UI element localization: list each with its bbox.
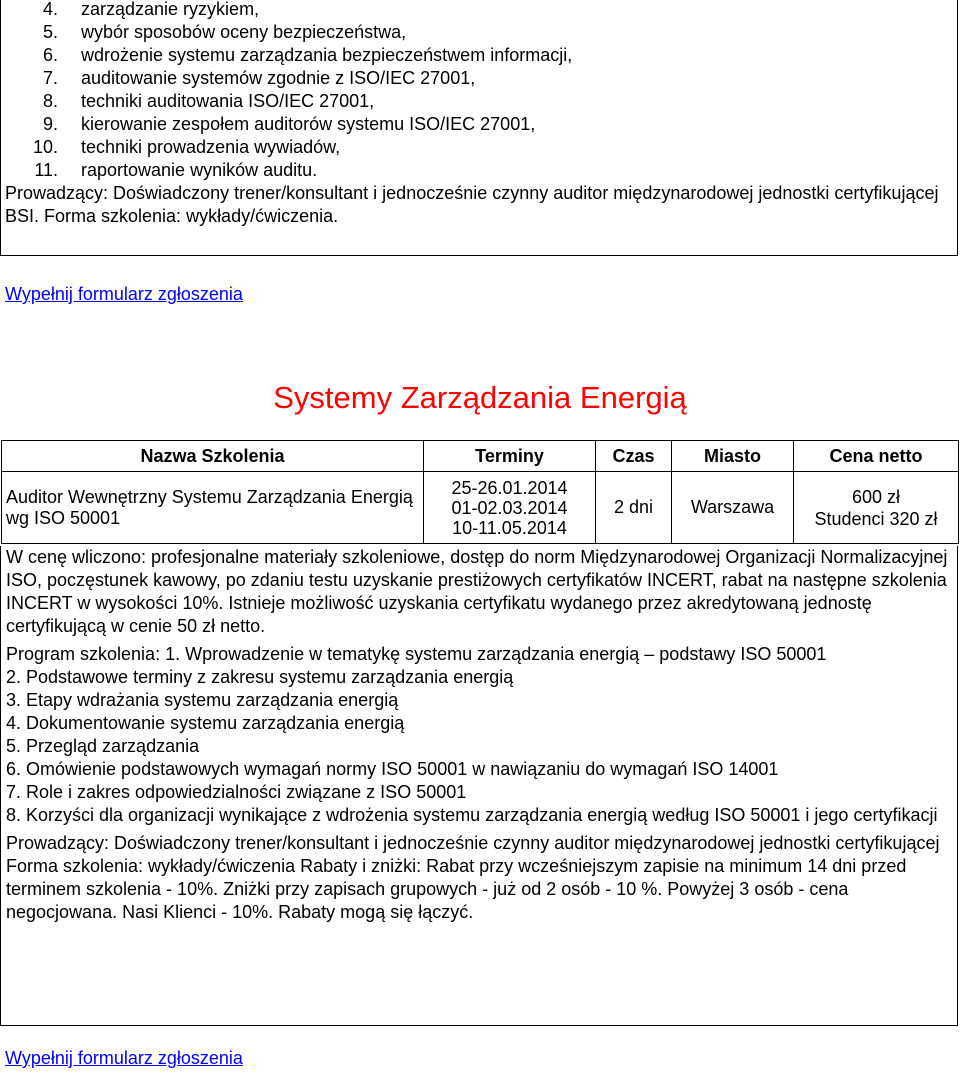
header-price: Cena netto [794,441,959,472]
program-line: 4. Dokumentowanie systemu zarządzania energią [6,713,405,733]
registration-form-link[interactable]: Wypełnij formularz zgłoszenia [5,284,243,304]
list-item: 6. wdrożenie systemu zarządzania bezpieczeństwem informacji, [42,45,573,65]
price-includes: W cenę wliczono: profesjonalne materiały szkoleniowe, dostęp do norm Międzynarodowej Organizacji Normalizacyjnej ISO, poczęstunek kawowy, po zdaniu testu uzyskanie prestiżowych certyfikatów INCERT, rabat na następne szkolenia INCERT w wysokości 10%. Istnieje możliwość uzyskania certyfikatu wydanego przez akredytowaną jednostę certyfikującą w cenie 50 zł netto. [6,547,948,636]
list-item: 10. techniki prowadzenia wywiadów, [32,137,341,157]
trainer-and-discounts: Prowadzący: Doświadczony trener/konsultant i jednocześnie czynny auditor międzynarodowej jednostki certyfikującej Forma szkolenia: wykłady/ćwiczenia Rabaty i zniżki: Rabat przy wcześniejszym zapisie na minimum 14 dni przed terminem szkolenia - 10%. Zniżki przy zapisach grupowych - już od 2 osób - 10 %. Powyżej 3 osób - cena negocjowana. Nasi Klienci - 10%. Rabaty mogą się łączyć. [6,833,940,922]
list-item: 7. auditowanie systemów zgodnie z ISO/IEC 27001, [42,68,476,88]
section-title: Systemy Zarządzania Energią [273,380,687,415]
course-description-box [0,546,958,1026]
course-name: Auditor Wewnętrzny Systemu Zarządzania Energią wg ISO 50001 [2,472,424,544]
course-city: Warszawa [672,472,794,544]
list-item: 8. techniki auditowania ISO/IEC 27001, [42,91,375,111]
course-table [1,440,959,544]
course-price [794,472,959,544]
header-time: Czas [596,441,672,472]
header-dates: Terminy [424,441,596,472]
program-line: 2. Podstawowe terminy z zakresu systemu zarządzania energią [6,667,514,687]
price-students: Studenci 320 zł [814,508,938,529]
program-line: Program szkolenia: 1. Wprowadzenie w tematykę systemu zarządzania energią – podstawy ISO 50001 [6,644,827,664]
table-header-row [2,441,959,472]
registration-form-link[interactable]: Wypełnij formularz zgłoszenia [5,1048,243,1068]
list-item: 5. wybór sposobów oceny bezpieczeństwa, [42,22,407,42]
table-row [2,472,959,544]
list-item: 9. kierowanie zespołem auditorów systemu ISO/IEC 27001, [42,114,536,134]
date-1: 25-26.01.2014 [451,477,568,498]
course-duration: 2 dni [596,472,672,544]
topic-list [1,0,957,182]
program-line: 5. Przegląd zarządzania [6,736,200,756]
program-line: 3. Etapy wdrażania systemu zarządzania energią [6,690,399,710]
program-line: 8. Korzyści dla organizacji wynikające z wdrożenia systemu zarządzania energią według ISO 50001 i jego certyfikacji [6,805,938,825]
date-3: 10-11.05.2014 [452,517,567,538]
trainer-info: Prowadzący: Doświadczony trener/konsultant i jednocześnie czynny auditor międzynarodowej jednostki certyfikującej BSI. Forma szkolenia: wykłady/ćwiczenia. [5,183,939,226]
course-dates [424,472,596,544]
list-item: 4. zarządzanie ryzykiem, [42,0,260,19]
program-line: 6. Omówienie podstawowych wymagań normy ISO 50001 w nawiązaniu do wymagań ISO 14001 [6,759,779,779]
price-regular: 600 zł [851,486,901,507]
program [1,643,957,827]
date-2: 01-02.03.2014 [451,497,568,518]
list-item: 11. raportowanie wyników auditu. [34,160,318,180]
program-line: 7. Role i zakres odpowiedzialności związane z ISO 50001 [6,782,467,802]
header-city: Miasto [672,441,794,472]
course-topics-box [0,0,958,256]
header-name: Nazwa Szkolenia [2,441,424,472]
